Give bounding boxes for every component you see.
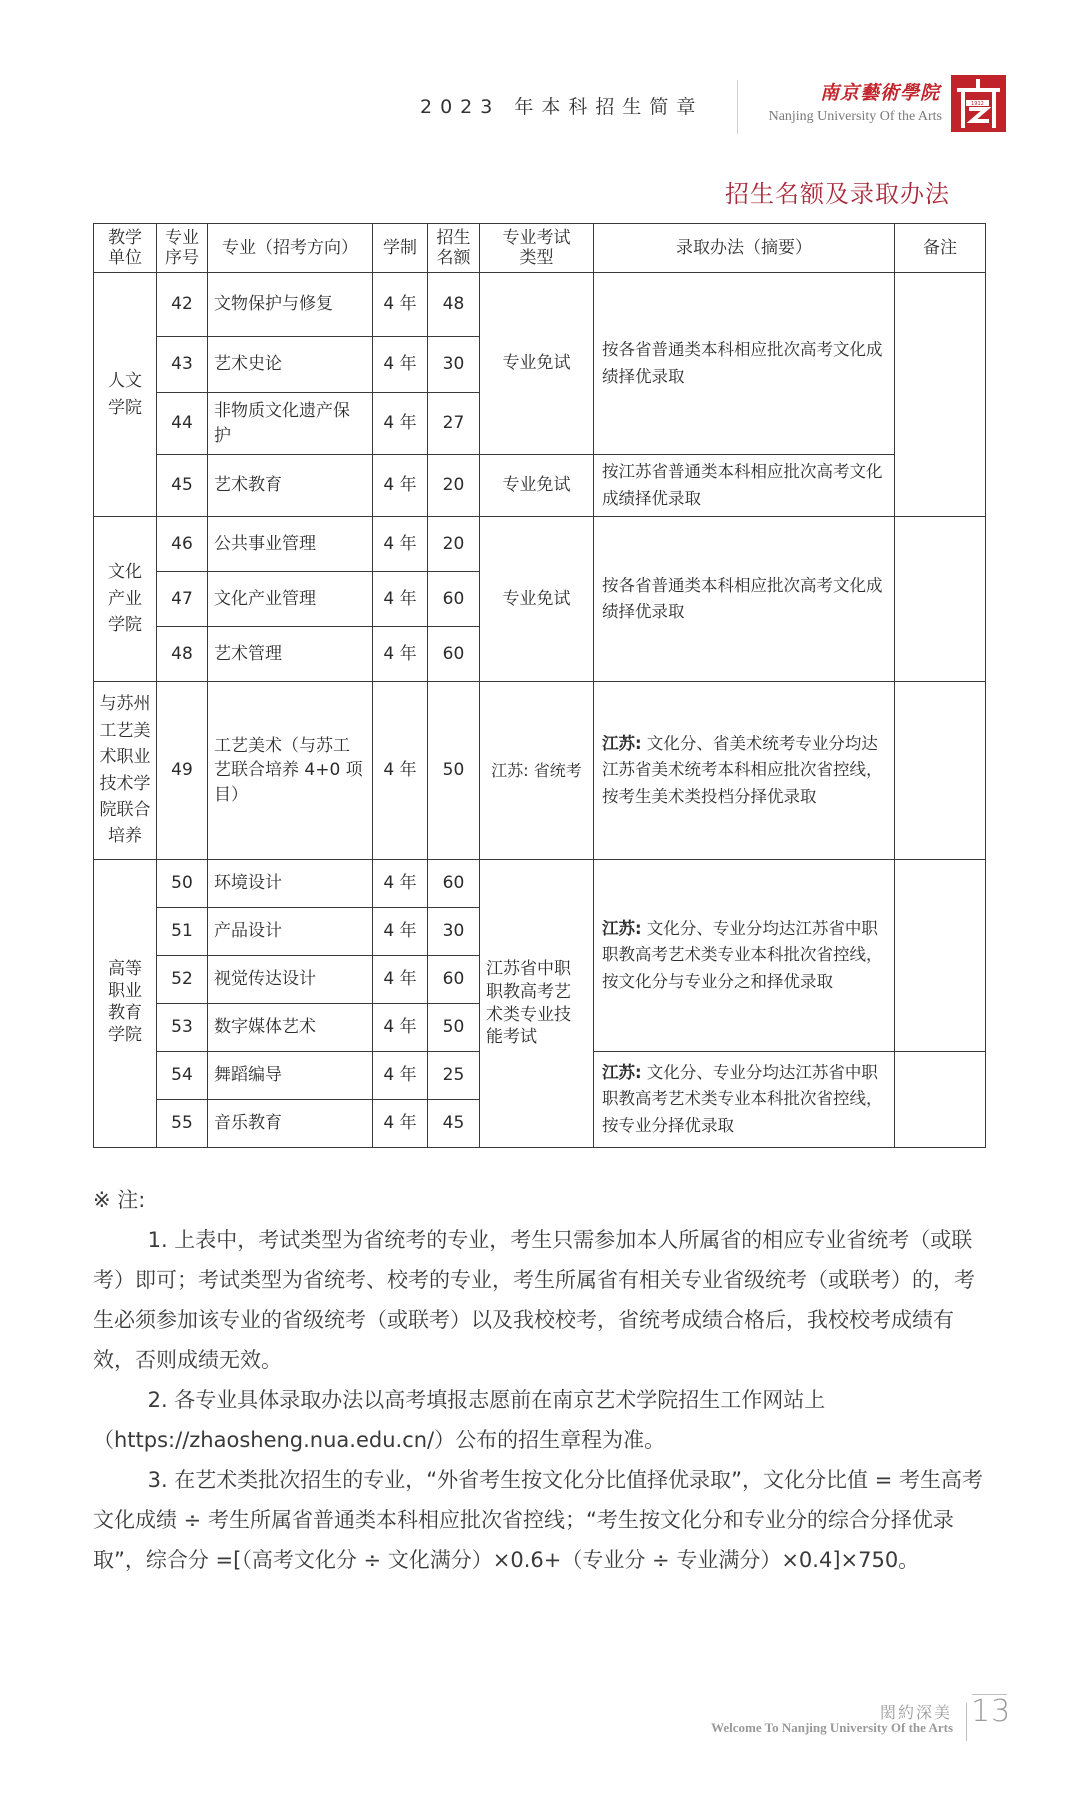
table-row [94, 517, 986, 572]
seq-cell: 48 [157, 627, 208, 682]
header-quota-label: 招生名额 [436, 227, 471, 268]
table-row [94, 860, 986, 908]
method-cell: 按各省普通类本科相应批次高考文化成绩择优录取 [594, 517, 895, 682]
header-unit-label: 教学单位 [108, 227, 142, 268]
remark-cell [895, 273, 986, 517]
method-text: 文化分、省美术统考专业分均达江苏省美术统考本科相应批次省控线，按考生美术类投档分择优录取 [602, 733, 883, 806]
exam-type-cell: 专业免试 [480, 455, 594, 517]
note-item-1: 1. 上表中，考试类型为省统考的专业，考生只需参加本人所属省的相应专业省统考（或联考）即可；考试类型为省统考、校考的专业，考生所属省有相关专业省级统考（或联考）的，考生必须参加该专业的省级统考（或联考）以及我校校考，省统考成绩合格后，我校校考成绩有效，否则成绩无效。 [93, 1228, 975, 1372]
unit-cell [94, 682, 157, 860]
brochure-title: 2023 年本科招生简章 [420, 96, 704, 118]
footer-divider [966, 1703, 967, 1741]
method-text: 文化分、专业分均达江苏省中职职教高考艺术类专业本科批次省控线，按专业分择优录取 [602, 1062, 883, 1135]
header-exam-type-label: 专业考试类型 [502, 227, 571, 268]
quota-cell: 50 [428, 682, 480, 860]
university-name-en: Nanjing University Of the Arts [768, 109, 942, 124]
note-item-3: 3. 在艺术类批次招生的专业，“外省考生按文化分比值择优录取”，文化分比值 = 考生高考文化成绩 ÷ 考生所属省普通类本科相应批次省控线；“考生按文化分和专业分的综合分择优录取”，综合分 =[（高考文化分 ÷ 文化满分）×0.6+（专业分 ÷ 专业满分）×0.4]×750。 [93, 1468, 984, 1572]
quota-cell: 60 [428, 860, 480, 908]
major-cell: 工艺美术（与苏工艺联合培养 4+0 项目） [208, 682, 373, 860]
seq-cell: 53 [157, 1004, 208, 1052]
major-cell: 艺术管理 [208, 627, 373, 682]
header-years: 学制 [373, 224, 428, 273]
quota-cell: 30 [428, 337, 480, 393]
table-row [94, 682, 986, 860]
notes-section [93, 1180, 985, 1580]
major-cell: 音乐教育 [208, 1100, 373, 1148]
header-quota [428, 224, 480, 273]
quota-cell: 27 [428, 393, 480, 455]
svg-text:1912: 1912 [971, 101, 984, 107]
method-cell: 按江苏省普通类本科相应批次高考文化成绩择优录取 [594, 455, 895, 517]
quota-cell: 30 [428, 908, 480, 956]
header-major: 专业（招考方向） [208, 224, 373, 273]
unit-cell [94, 273, 157, 517]
quota-cell: 60 [428, 572, 480, 627]
quota-cell: 20 [428, 517, 480, 572]
years-cell: 4 年 [373, 455, 428, 517]
major-cell: 文化产业管理 [208, 572, 373, 627]
header-remark: 备注 [895, 224, 986, 273]
seq-cell: 55 [157, 1100, 208, 1148]
quota-cell: 20 [428, 455, 480, 517]
major-cell: 文物保护与修复 [208, 273, 373, 337]
admission-table [93, 223, 986, 1148]
table-row [94, 455, 986, 517]
years-cell: 4 年 [373, 682, 428, 860]
footer-welcome: Welcome To Nanjing University Of the Arts [711, 1720, 953, 1735]
method-cell [594, 860, 895, 1052]
province-label: 江苏: [602, 733, 642, 753]
header-seq-label: 专业序号 [165, 227, 199, 268]
major-cell: 艺术史论 [208, 337, 373, 393]
major-cell: 数字媒体艺术 [208, 1004, 373, 1052]
seq-cell: 49 [157, 682, 208, 860]
seq-cell: 50 [157, 860, 208, 908]
exam-type-cell: 江苏省中职职教高考艺术类专业技能考试 [480, 860, 594, 1148]
seq-cell: 43 [157, 337, 208, 393]
header-exam-type [480, 224, 594, 273]
unit-cell [94, 860, 157, 1148]
remark-cell [895, 1052, 986, 1148]
years-cell: 4 年 [373, 1052, 428, 1100]
university-name-cn: 南京藝術學院 [819, 82, 940, 104]
header-seq [157, 224, 208, 273]
footer-motto: 閎約深美 [879, 1703, 952, 1722]
years-cell: 4 年 [373, 393, 428, 455]
exam-type-cell: 专业免试 [480, 273, 594, 455]
province-label: 江苏: [602, 918, 642, 938]
method-cell [594, 1052, 895, 1148]
unit-label: 与苏州工艺美术职业技术学院联合培养 [99, 694, 151, 847]
table-row [94, 273, 986, 337]
quota-cell: 25 [428, 1052, 480, 1100]
seq-cell: 45 [157, 455, 208, 517]
header-divider [737, 80, 738, 134]
university-seal-icon [951, 75, 1006, 132]
table-header-row [94, 224, 986, 273]
unit-cell [94, 517, 157, 682]
seq-cell: 54 [157, 1052, 208, 1100]
quota-cell: 60 [428, 627, 480, 682]
years-cell: 4 年 [373, 517, 428, 572]
method-cell: 按各省普通类本科相应批次高考文化成绩择优录取 [594, 273, 895, 455]
note-item-2: 2. 各专业具体录取办法以高考填报志愿前在南京艺术学院招生工作网站上（https://zhaosheng.nua.edu.cn/）公布的招生章程为准。 [93, 1388, 826, 1452]
years-cell: 4 年 [373, 1100, 428, 1148]
years-cell: 4 年 [373, 627, 428, 682]
method-text: 文化分、专业分均达江苏省中职职教高考艺术类专业本科批次省控线，按文化分与专业分之和择优录取 [602, 918, 883, 991]
years-cell: 4 年 [373, 1004, 428, 1052]
major-cell: 艺术教育 [208, 455, 373, 517]
years-cell: 4 年 [373, 956, 428, 1004]
method-cell [594, 682, 895, 860]
seq-cell: 52 [157, 956, 208, 1004]
header-method: 录取办法（摘要） [594, 224, 895, 273]
exam-type-cell: 专业免试 [480, 517, 594, 682]
unit-label: 高等职业教育学院 [108, 959, 142, 1046]
years-cell: 4 年 [373, 860, 428, 908]
major-cell: 舞蹈编导 [208, 1052, 373, 1100]
years-cell: 4 年 [373, 337, 428, 393]
remark-cell [895, 860, 986, 1052]
unit-label: 文化产业学院 [108, 562, 142, 636]
major-cell: 视觉传达设计 [208, 956, 373, 1004]
years-cell: 4 年 [373, 572, 428, 627]
quota-cell: 45 [428, 1100, 480, 1148]
seq-cell: 51 [157, 908, 208, 956]
unit-label: 人文学院 [108, 371, 142, 418]
province-label: 江苏: [602, 1062, 642, 1082]
seq-cell: 44 [157, 393, 208, 455]
seq-cell: 42 [157, 273, 208, 337]
quota-cell: 60 [428, 956, 480, 1004]
major-cell: 产品设计 [208, 908, 373, 956]
seq-cell: 46 [157, 517, 208, 572]
quota-cell: 48 [428, 273, 480, 337]
years-cell: 4 年 [373, 908, 428, 956]
notes-heading: ※ 注: [93, 1188, 146, 1212]
seq-cell: 47 [157, 572, 208, 627]
quota-cell: 50 [428, 1004, 480, 1052]
years-cell: 4 年 [373, 273, 428, 337]
header-unit [94, 224, 157, 273]
page-number: 13 [971, 1694, 1012, 1729]
major-cell: 非物质文化遗产保护 [208, 393, 373, 455]
section-title: 招生名额及录取办法 [725, 180, 950, 208]
remark-cell [895, 682, 986, 860]
remark-cell [895, 517, 986, 682]
exam-type-cell: 江苏: 省统考 [480, 682, 594, 860]
major-cell: 环境设计 [208, 860, 373, 908]
major-cell: 公共事业管理 [208, 517, 373, 572]
